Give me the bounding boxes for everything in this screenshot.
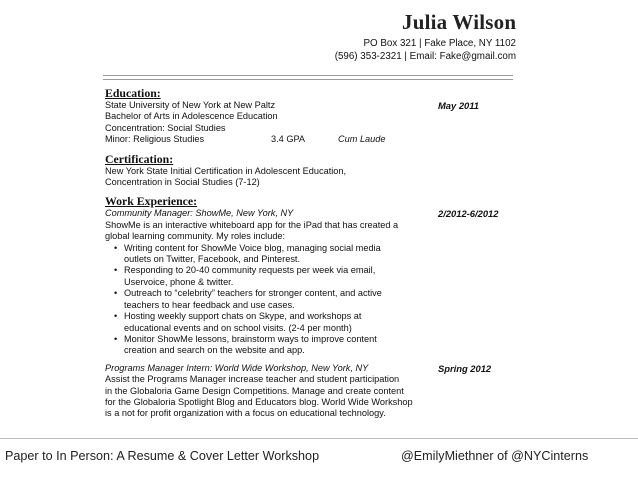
resume-contact: (596) 353-2321 | Email: Fake@gmail.com bbox=[334, 51, 516, 62]
resume-body bbox=[105, 80, 517, 420]
education-degree: Bachelor of Arts in Adolescence Education bbox=[105, 111, 278, 122]
job-date: 2/2012-6/2012 bbox=[438, 208, 499, 220]
list-item bbox=[105, 265, 517, 288]
footer-divider bbox=[0, 438, 638, 439]
list-item-line: • Responding to 20-40 community requests per week via email, bbox=[124, 265, 376, 276]
work-heading: Work Experience: bbox=[105, 194, 198, 209]
certification-line-2: Concentration in Social Studies (7-12) bbox=[105, 177, 260, 188]
resume-name: Julia Wilson bbox=[402, 10, 517, 34]
education-minor-row bbox=[105, 134, 517, 145]
list-item-line: creation and search on the website and app. bbox=[124, 345, 305, 356]
list-item-line: • Outreach to “celebrity” teachers for stronger content, and active bbox=[124, 288, 382, 299]
education-honors: Cum Laude bbox=[338, 134, 386, 145]
job-description-line: global learning community. My roles include: bbox=[105, 231, 286, 242]
job-title-row bbox=[105, 208, 517, 219]
list-item-line: • Monitor ShowMe lessons, brainstorm ways to improve content bbox=[124, 333, 377, 344]
job-date: Spring 2012 bbox=[438, 362, 492, 374]
list-item-line: Uservoice, phone & twitter. bbox=[124, 276, 234, 287]
education-school-row bbox=[105, 100, 517, 111]
education-heading: Education: bbox=[105, 86, 161, 100]
job-title: Community Manager: ShowMe, New York, NY bbox=[105, 208, 294, 219]
list-item-line: educational events and on school visits. (2-4 per month) bbox=[124, 322, 352, 333]
certification-line-1: New York State Initial Certification in Adolescent Education, bbox=[105, 165, 347, 176]
list-item bbox=[105, 334, 517, 357]
footer-workshop-title: Paper to In Person: A Resume & Cover Letter Workshop bbox=[5, 449, 320, 463]
education-school: State University of New York at New Paltz bbox=[105, 100, 276, 110]
job-description-line: Assist the Programs Manager increase teacher and student participation bbox=[105, 374, 400, 385]
education-concentration: Concentration: Social Studies bbox=[105, 122, 226, 133]
job-title-row bbox=[105, 363, 517, 374]
list-item-line: • Hosting weekly support chats on Skype, and workshops at bbox=[124, 311, 362, 322]
job-duties-list bbox=[105, 243, 517, 357]
certification-heading: Certification: bbox=[105, 151, 174, 166]
list-item bbox=[105, 288, 517, 311]
education-minor: Minor: Religious Studies bbox=[105, 134, 205, 145]
resume-address: PO Box 321 | Fake Place, NY 1102 bbox=[363, 38, 516, 49]
job-title: Programs Manager Intern: World Wide Workshop, New York, NY bbox=[105, 362, 369, 373]
list-item bbox=[105, 311, 517, 334]
job-description-line: is a not for profit organization with a focus on educational technology. bbox=[105, 408, 386, 419]
education-date: May 2011 bbox=[438, 100, 480, 111]
education-gpa: 3.4 GPA bbox=[271, 134, 306, 145]
list-item-line: teachers to hear feedback and use cases. bbox=[124, 299, 295, 310]
header-rule-top bbox=[103, 75, 513, 76]
list-item-line: • Writing content for ShowMe Voice blog, managing social media bbox=[124, 242, 381, 253]
list-item bbox=[105, 243, 517, 266]
footer-handles: @EmilyMiethner of @NYCinterns bbox=[401, 449, 589, 463]
job-description-line: ShowMe is an interactive whiteboard app for the iPad that has created a bbox=[105, 219, 399, 230]
job-description-line: for the Globaloria Spotlight Blog and Educators blog. World Wide Workshop bbox=[105, 396, 413, 407]
list-item-line: outlets on Twitter, Facebook, and Pinterest. bbox=[124, 254, 301, 265]
job-description-line: in the Globaloria Game Design Competitions. Manage and create content bbox=[105, 385, 404, 396]
